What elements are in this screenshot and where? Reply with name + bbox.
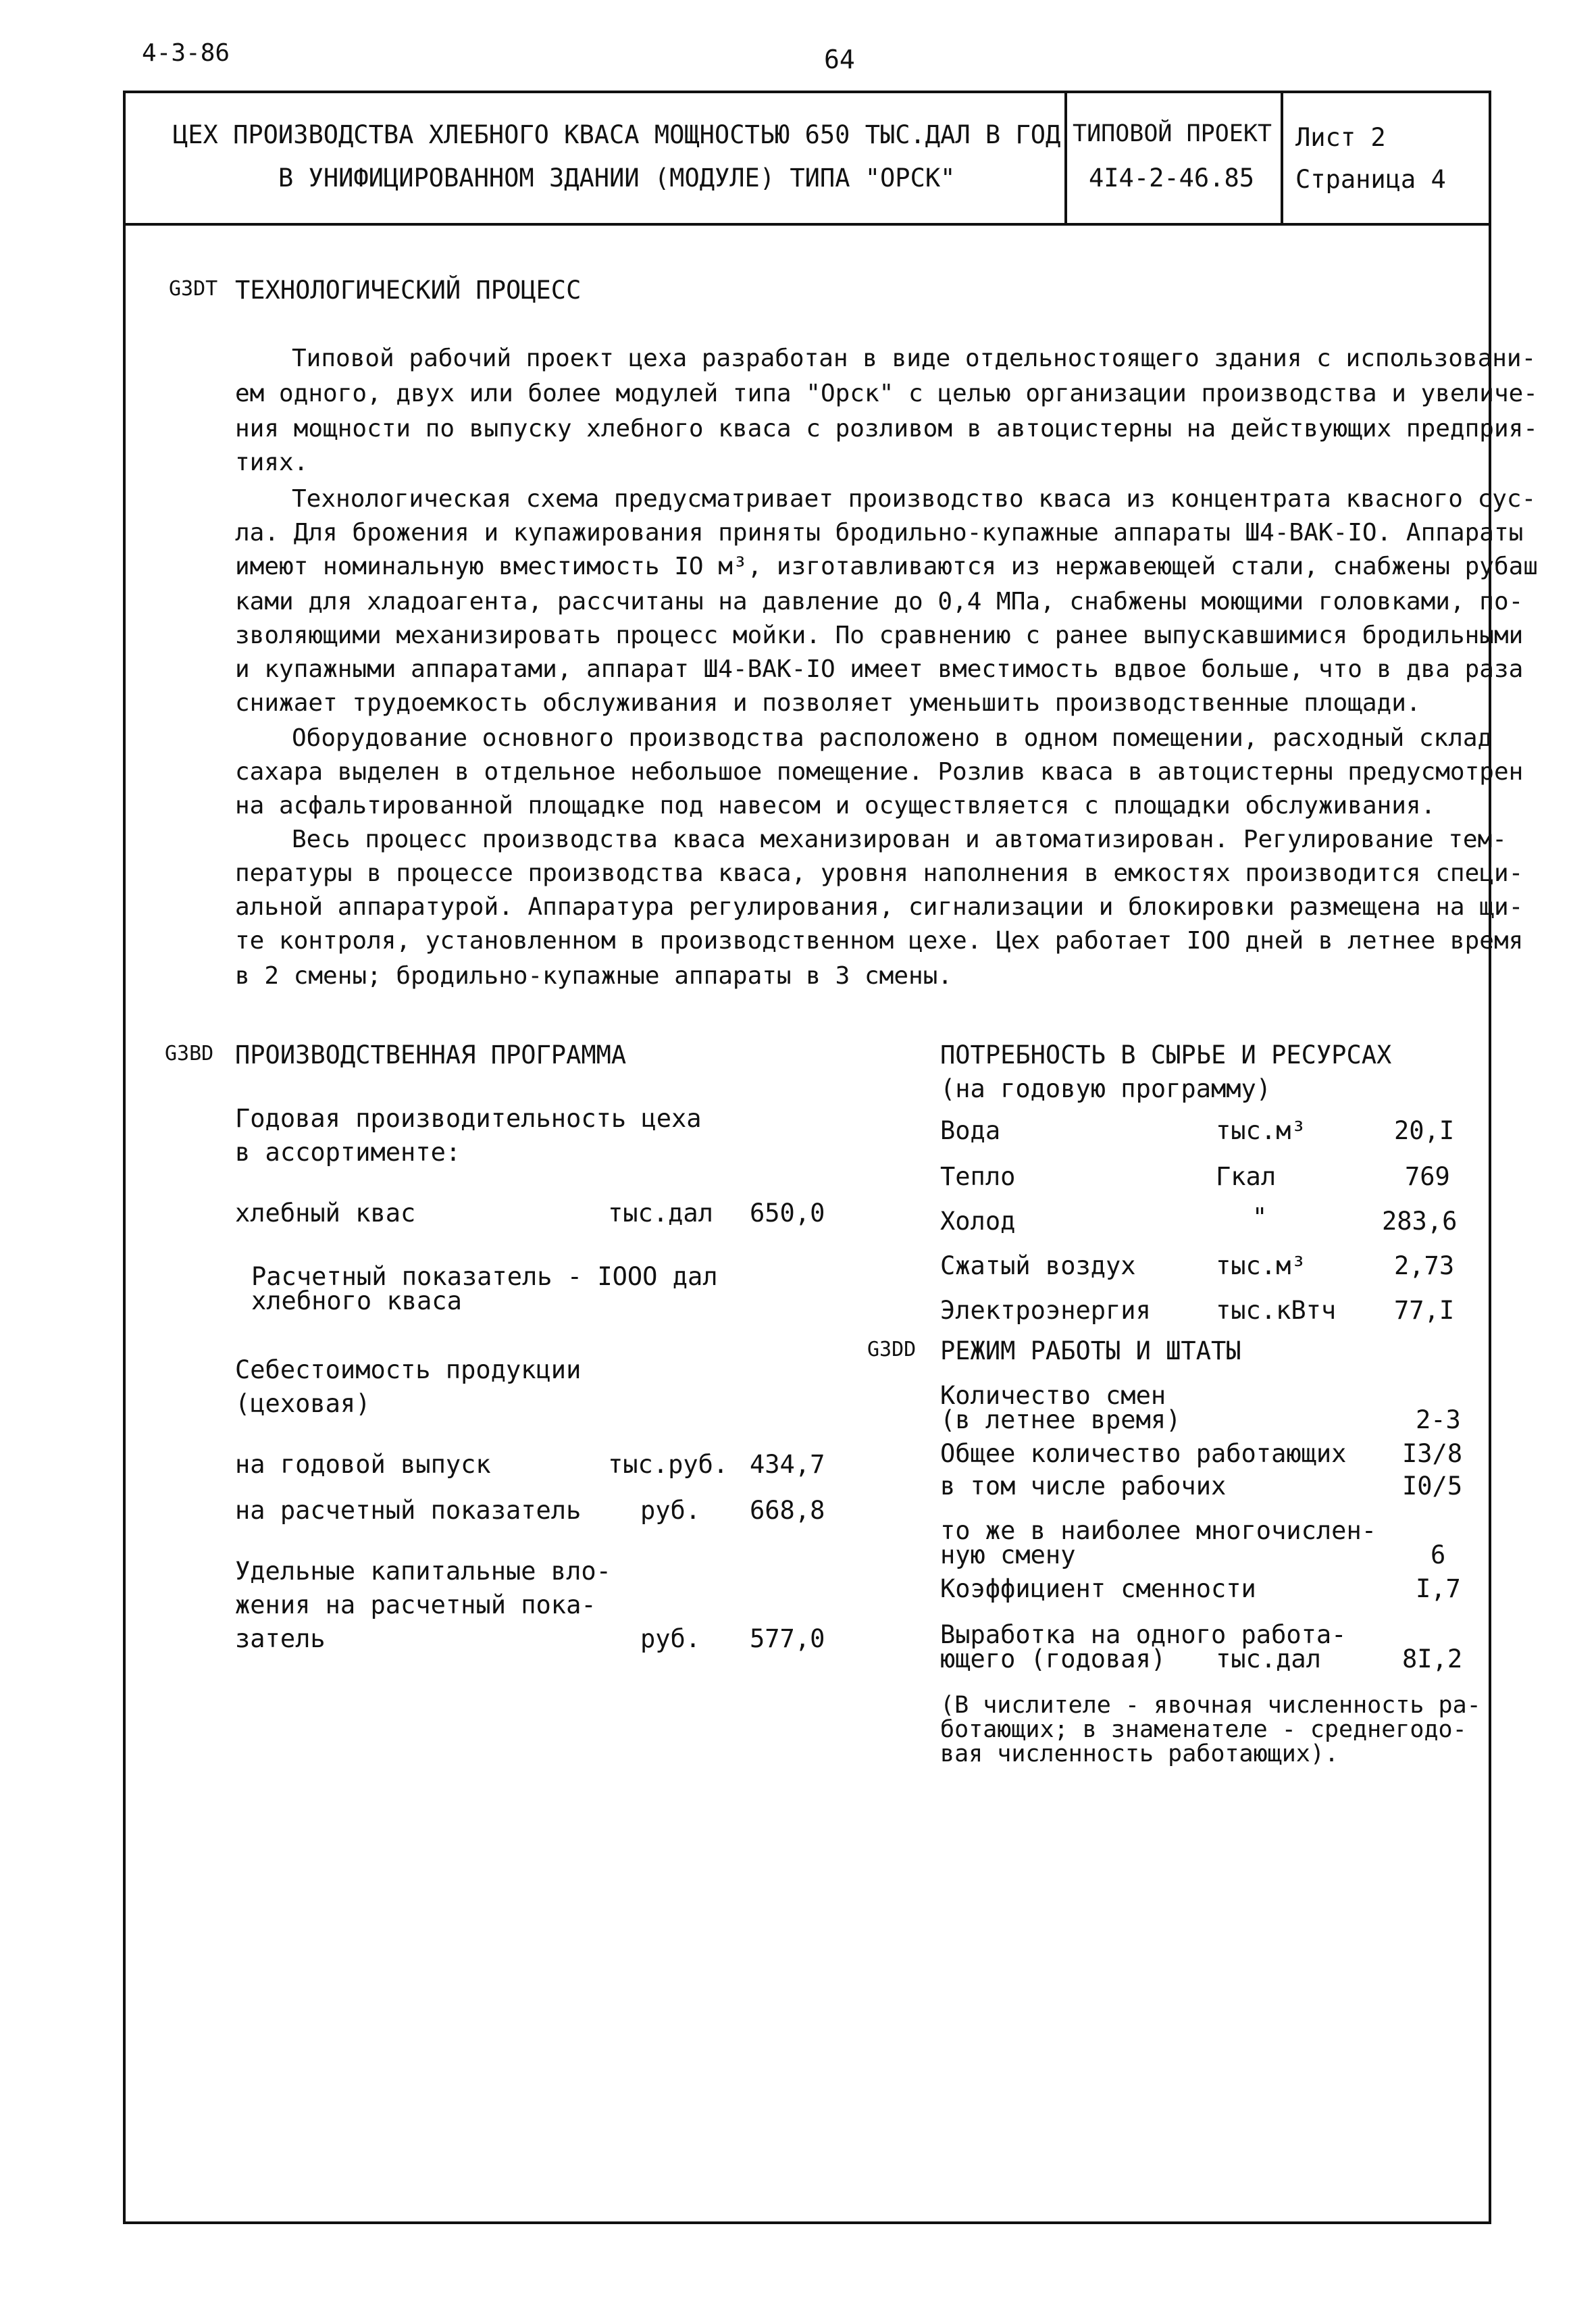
staff-note-line-1: (В числителе - явочная численность ра-: [940, 1692, 1481, 1719]
resource-unit: Гкал: [1216, 1162, 1277, 1191]
output-per-worker-value: 8I,2: [1402, 1644, 1463, 1674]
paragraph-line: ла. Для брожения и купажирования приняты бродильно-купажные аппараты Ш4-ВАК-IO. Аппараты: [235, 519, 1524, 547]
total-workers-value: I3/8: [1402, 1439, 1463, 1468]
program-annual-line-2: в ассортименте:: [235, 1138, 461, 1167]
program-annual-line-1: Годовая производительность цеха: [235, 1104, 702, 1133]
paragraph-line: на асфальтированной площадке под навесом и осуществляется с площадки обслуживания.: [235, 792, 1436, 820]
page-label: Страница 4: [1295, 165, 1446, 194]
output-per-worker-line-2: ющего (годовая): [940, 1644, 1166, 1674]
resource-value: 77,I: [1394, 1296, 1455, 1325]
paragraph-line: Технологическая схема предусматривает производство кваса из концентрата квасного сус-: [292, 485, 1537, 513]
paragraph-line: ем одного, двух или более модулей типа "Орск" с целью организации производства и увеличе-: [235, 380, 1538, 407]
shifts-value: 2-3: [1416, 1405, 1461, 1434]
staff-note-line-2: ботающих; в знаменателе - среднегодо-: [940, 1716, 1467, 1743]
paragraph-line: имеют номинальную вместимость IO м³, изготавливаются из нержавеющей стали, снабжены рубаш: [235, 553, 1538, 580]
document-code: 4-3-86: [142, 39, 230, 67]
kvass-name: хлебный квас: [235, 1199, 416, 1228]
section-code-program: G3BD: [165, 1042, 214, 1065]
per-indicator-value: 668,8: [750, 1496, 825, 1525]
workers-value: I0/5: [1402, 1472, 1463, 1501]
busiest-shift-value: 6: [1431, 1540, 1446, 1569]
resource-name: Вода: [940, 1116, 1001, 1145]
resource-unit: тыс.м³: [1216, 1251, 1306, 1280]
paragraph-line: тиях.: [235, 449, 309, 476]
cost-line-1: Себестоимость продукции: [235, 1355, 582, 1384]
annual-output-name: на годовой выпуск: [235, 1450, 491, 1479]
paragraph-line: Весь процесс производства кваса механизирован и автоматизирован. Регулирование тем-: [292, 826, 1507, 853]
paragraph-line: и купажными аппаратами, аппарат Ш4-ВАК-IO имеет вместимость вдвое больше, что в два раза: [235, 655, 1524, 683]
project-cell: [1067, 93, 1283, 223]
capital-unit: руб.: [640, 1624, 701, 1653]
paragraph-line: пературы в процессе производства кваса, уровня наполнения в емкостях производится специ-: [235, 859, 1524, 887]
paragraph-line: Типовой рабочий проект цеха разработан в виде отдельностоящего здания с использовани-: [292, 345, 1537, 372]
title-block: [126, 93, 1489, 226]
shifts-line-2: (в летнее время): [940, 1405, 1181, 1434]
paragraph-line: ками для хладоагента, рассчитаны на давление до 0,4 МПа, снабжены моющими головками, по-: [235, 588, 1524, 615]
per-indicator-name: на расчетный показатель: [235, 1496, 582, 1525]
paragraph-line: в 2 смены; бродильно-купажные аппараты в 3 смены.: [235, 962, 953, 990]
title-line-1: ЦЕХ ПРОИЗВОДСТВА ХЛЕБНОГО КВАСА МОЩНОСТЬЮ 650 ТЫС.ДАЛ В ГОД: [173, 120, 1061, 149]
resource-name: Сжатый воздух: [940, 1251, 1136, 1280]
section-code-tech: G3DT: [169, 277, 218, 301]
annual-output-value: 434,7: [750, 1450, 825, 1479]
resource-name: Тепло: [940, 1162, 1016, 1191]
resources-title-1: ПОТРЕБНОСТЬ В СЫРЬЕ И РЕСУРСАХ: [940, 1040, 1392, 1070]
paragraph-line: Оборудование основного производства расположено в одном помещении, расходный склад: [292, 724, 1493, 752]
sheet-cell: [1283, 93, 1491, 223]
resources-title-2: (на годовую программу): [940, 1074, 1272, 1103]
section-title-staff: РЕЖИМ РАБОТЫ И ШТАТЫ: [940, 1336, 1241, 1365]
page-number: 64: [824, 45, 855, 74]
paragraph-line: ния мощности по выпуску хлебного кваса с розливом в автоцистерны на действующих предприя-: [235, 415, 1538, 443]
kvass-value: 650,0: [750, 1199, 825, 1228]
capital-line-1: Удельные капитальные вло-: [235, 1557, 611, 1586]
busiest-shift-line-1: то же в наиболее многочислен-: [940, 1516, 1377, 1545]
paragraph-line: те контроля, установленном в производственном цехе. Цех работает IOO дней в летнее время: [235, 927, 1524, 955]
paragraph-line: зволяющими механизировать процесс мойки. По сравнению с ранее выпускавшимися бродильными: [235, 622, 1524, 649]
output-per-worker-line-1: Выработка на одного работа-: [940, 1620, 1347, 1649]
resource-unit: ": [1252, 1203, 1268, 1232]
total-workers-label: Общее количество работающих: [940, 1439, 1347, 1468]
annual-output-unit: тыс.руб.: [608, 1450, 729, 1479]
shift-coefficient-label: Коэффициент сменности: [940, 1574, 1256, 1603]
busiest-shift-line-2: ную смену: [940, 1540, 1076, 1569]
section-code-staff: G3DD: [867, 1338, 917, 1361]
resource-name: Холод: [940, 1207, 1016, 1236]
project-label: ТИПОВОЙ ПРОЕКТ: [1073, 120, 1272, 147]
resource-name: Электроэнергия: [940, 1296, 1151, 1325]
project-number: 4I4-2-46.85: [1089, 164, 1255, 193]
title-cell: [126, 93, 1067, 223]
paragraph-line: снижает трудоемкость обслуживания и позволяет уменьшить производственные площади.: [235, 689, 1421, 717]
calc-indicator-line-1: Расчетный показатель - IOOO дал: [251, 1262, 718, 1291]
workers-label: в том числе рабочих: [940, 1472, 1227, 1501]
section-title-program: ПРОИЗВОДСТВЕННАЯ ПРОГРАММА: [235, 1040, 627, 1070]
paragraph-line: сахара выделен в отдельное небольшое помещение. Розлив кваса в автоцистерны предусмотрен: [235, 758, 1524, 786]
title-line-2: В УНИФИЦИРОВАННОМ ЗДАНИИ (МОДУЛЕ) ТИПА "ОРСК": [278, 164, 956, 193]
resource-value: 20,I: [1394, 1116, 1455, 1145]
kvass-unit: тыс.дал: [608, 1199, 713, 1228]
capital-line-3: затель: [235, 1624, 326, 1653]
resource-unit: тыс.кВтч: [1216, 1296, 1337, 1325]
output-per-worker-unit: тыс.дал: [1216, 1644, 1321, 1674]
paragraph-line: альной аппаратурой. Аппаратура регулирования, сигнализации и блокировки размещена на щи-: [235, 893, 1524, 921]
resource-value: 769: [1405, 1162, 1450, 1191]
resource-unit: тыс.м³: [1216, 1116, 1306, 1145]
shifts-line-1: Количество смен: [940, 1381, 1166, 1410]
resource-value: 283,6: [1382, 1207, 1458, 1236]
calc-indicator-line-2: хлебного кваса: [251, 1286, 462, 1315]
cost-line-2: (цеховая): [235, 1389, 371, 1418]
sheet-label: Лист 2: [1295, 123, 1386, 152]
capital-value: 577,0: [750, 1624, 825, 1653]
staff-note-line-3: вая численность работающих).: [940, 1740, 1339, 1767]
shift-coefficient-value: I,7: [1416, 1574, 1461, 1603]
per-indicator-unit: руб.: [640, 1496, 701, 1525]
section-title-tech: ТЕХНОЛОГИЧЕСКИЙ ПРОЦЕСС: [235, 276, 582, 305]
capital-line-2: жения на расчетный пока-: [235, 1590, 596, 1619]
resource-value: 2,73: [1394, 1251, 1455, 1280]
